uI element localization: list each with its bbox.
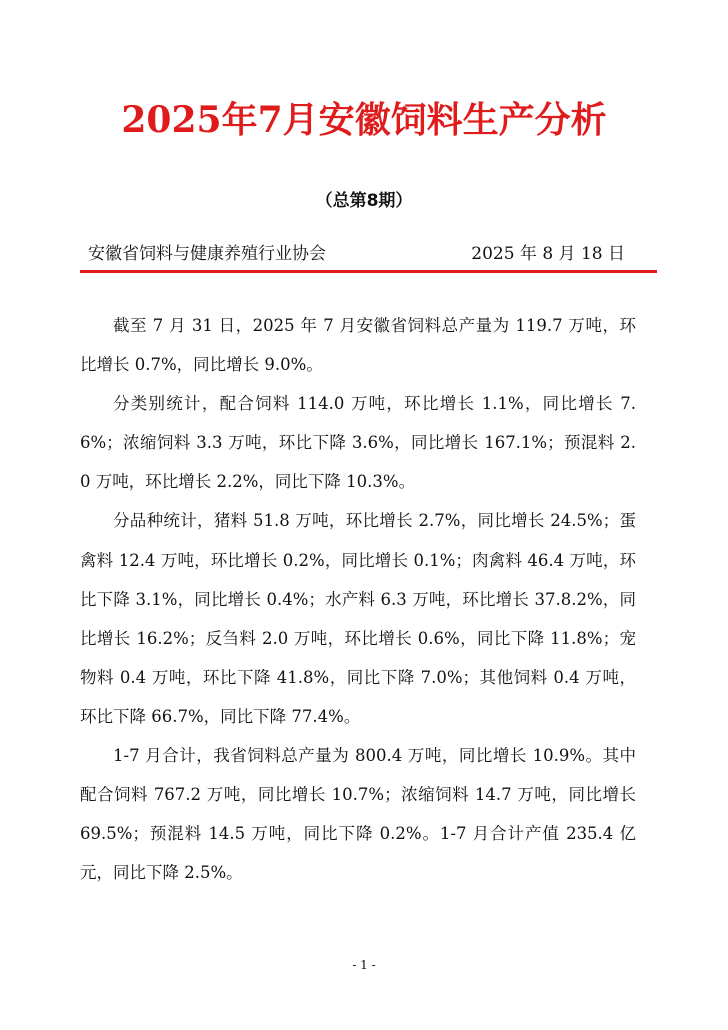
paragraph-by-category: 分类别统计，配合饲料 114.0 万吨，环比增长 1.1%，同比增长 7.6%；浓缩饲料 3.3 万吨，环比下降 3.6%，同比增长 167.1%；预混料 2.0 万吨，环比增长 2.2%，同比下降 10.3%。 <box>80 394 636 492</box>
paragraph-year-to-date: 1-7 月合计，我省饲料总产量为 800.4 万吨，同比增长 10.9%。其中配合饲料 767.2 万吨，同比增长 10.7%；浓缩饲料 14.7 万吨，同比增长 69.5%；预混料 14.5 万吨，同比下降 0.2%。1-7 月合计产值 235.4 亿元，同比下降 2.5%。 <box>80 746 636 883</box>
document-body <box>80 306 636 892</box>
publish-date: 2025 年 8 月 18 日 <box>471 244 625 264</box>
publisher-organization: 安徽省饲料与健康养殖行业协会 <box>88 244 326 264</box>
page-number: - 1 - <box>352 958 376 972</box>
paragraph-by-variety: 分品种统计，猪料 51.8 万吨，环比增长 2.7%，同比增长 24.5%；蛋禽料 12.4 万吨，环比增长 0.2%，同比增长 0.1%；肉禽料 46.4 万吨，环比下降 3.1%，同比增长 0.4%；水产料 6.3 万吨，环比增长 37.8.2%，同比增长 16.2%；反刍料 2.0 万吨，环比增长 0.6%，同比下降 11.8%；宠物料 0.4 万吨，环比下降 41.8%，同比下降 7.0%；其他饲料 0.4 万吨，环比下降 66.7%，同比下降 77.4%。 <box>80 511 636 726</box>
issue-number: （总第8期） <box>315 191 413 211</box>
paragraph-total-output: 截至 7 月 31 日，2025 年 7 月安徽省饲料总产量为 119.7 万吨，环比增长 0.7%，同比增长 9.0%。 <box>80 316 636 375</box>
header-divider <box>80 270 657 273</box>
document-title: 2025年7月安徽饲料生产分析 <box>121 99 607 141</box>
